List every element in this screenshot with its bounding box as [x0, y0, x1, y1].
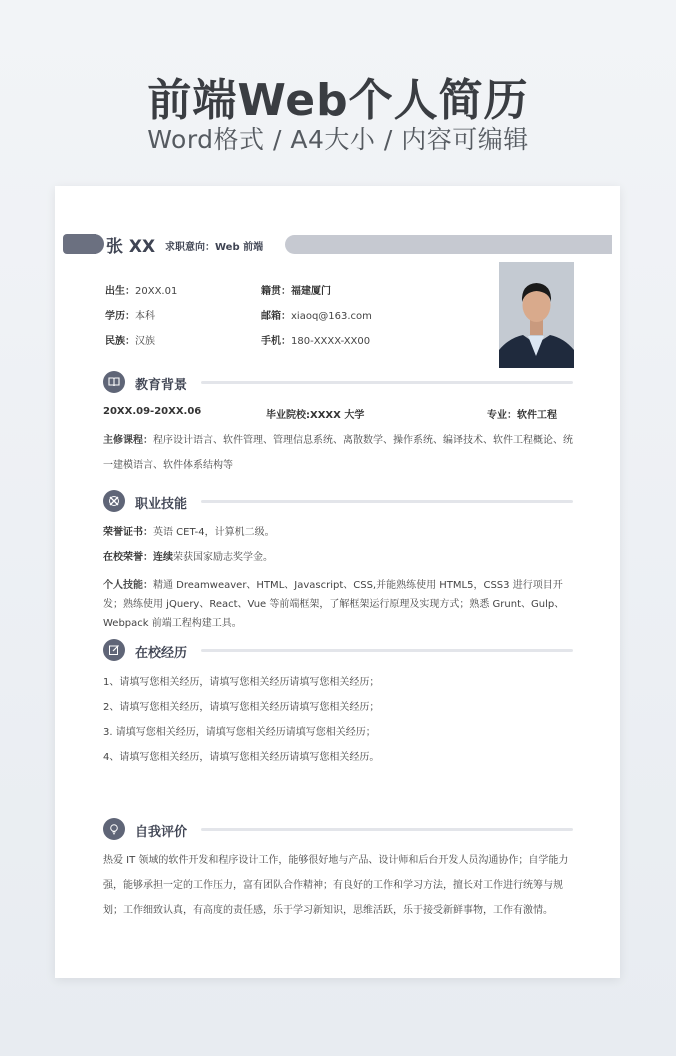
edu-school: 毕业院校:XXXX 大学 [266, 410, 365, 421]
info-education-value: 本科 [135, 311, 155, 322]
edu-courses-value: 程序设计语言、软件管理、管理信息系统、离散数学、操作系统、编译技术、软件工程概论、统一建模语言、软件体系结构等 [103, 435, 573, 471]
edu-period: 20XX.09-20XX.06 [103, 406, 202, 417]
job-intent-label: 求职意向： [165, 242, 215, 253]
section-campus-header [103, 639, 573, 661]
section-campus-title: 在校经历 [135, 646, 188, 661]
section-divider [201, 381, 573, 384]
info-birth-label: 出生： [105, 286, 135, 297]
book-icon [103, 371, 125, 393]
info-ethnic-label: 民族： [105, 336, 135, 347]
skill-certificate-label: 荣誉证书： [103, 527, 153, 538]
info-native [261, 282, 331, 297]
info-native-label: 籍贯： [261, 286, 291, 297]
section-education-header [103, 371, 573, 393]
section-skills-title: 职业技能 [135, 497, 188, 512]
campus-item: 1、请填写您相关经历，请填写您相关经历请填写您相关经历； [103, 677, 380, 688]
job-intent-value: Web 前端 [215, 242, 264, 253]
info-ethnic-value: 汉族 [135, 336, 155, 347]
skill-certificate-value: 英语 CET-4，计算机二级。 [153, 527, 275, 538]
edu-courses-label: 主修课程： [103, 435, 153, 446]
info-native-value: 福建厦门 [291, 286, 331, 297]
skill-personal-label: 个人技能： [103, 580, 153, 591]
campus-item: 4、请填写您相关经历，请填写您相关经历请填写您相关经历。 [103, 752, 380, 763]
info-birth [105, 282, 177, 297]
skill-honor-value: 荣获国家励志奖学金。 [173, 552, 273, 563]
info-ethnic [105, 332, 155, 347]
edu-courses [103, 428, 573, 478]
section-self-title: 自我评价 [135, 825, 188, 840]
section-divider [201, 649, 573, 652]
banner-subtitle: Word格式 / A4大小 / 内容可编辑 [147, 125, 529, 154]
info-education-label: 学历： [105, 311, 135, 322]
skill-honor-label: 在校荣誉： [103, 552, 153, 563]
skill-personal-value: 精通 Dreamweaver、HTML、Javascript、CSS,并能熟练使用 HTML5，CSS3 进行项目开发；熟练使用 jQuery、React、Vue 等前端框架，了解框架运行原理及实现方式；熟悉 Grunt、Gulp、Webpack 前端工程构建工具。 [103, 580, 565, 629]
section-divider [201, 828, 573, 831]
job-intent [165, 238, 263, 253]
info-education [105, 307, 155, 322]
resume-page [55, 186, 620, 978]
section-skills-header [103, 490, 573, 512]
section-self-header [103, 818, 573, 840]
section-divider [201, 500, 573, 503]
header-bar-decoration [285, 235, 612, 254]
name-tab-decoration [63, 234, 96, 254]
tools-icon [103, 490, 125, 512]
info-phone-value: 180-XXXX-XX00 [291, 336, 371, 347]
section-education-title: 教育背景 [135, 378, 188, 393]
info-email-value: xiaoq@163.com [291, 311, 372, 322]
skill-honor-emphasis: 连续 [153, 552, 173, 563]
candidate-name: 张 XX [106, 237, 156, 257]
banner-title: 前端Web个人简历 [147, 75, 529, 126]
edu-major: 专业：软件工程 [487, 410, 557, 421]
profile-photo [499, 262, 574, 368]
campus-item: 3. 请填写您相关经历，请填写您相关经历请填写您相关经历； [103, 727, 376, 738]
lightbulb-icon [103, 818, 125, 840]
info-phone [261, 332, 370, 347]
info-phone-label: 手机： [261, 336, 291, 347]
info-email-label: 邮箱： [261, 311, 291, 322]
skill-honor [103, 545, 573, 570]
edit-icon [103, 639, 125, 661]
skill-personal [103, 576, 573, 633]
self-evaluation-text: 热爱 IT 领域的软件开发和程序设计工作，能够很好地与产品、设计师和后台开发人员沟通协作；自学能力强，能够承担一定的工作压力，富有团队合作精神；有良好的工作和学习方法，擅长对工作进行统筹与规划；工作细致认真，有高度的责任感，乐于学习新知识，思维活跃，乐于接受新鲜事物，工作有激情。 [103, 855, 569, 916]
skill-certificate [103, 520, 573, 545]
info-email [261, 307, 372, 322]
campus-item: 2、请填写您相关经历，请填写您相关经历请填写您相关经历； [103, 702, 380, 713]
info-birth-value: 20XX.01 [135, 286, 178, 297]
